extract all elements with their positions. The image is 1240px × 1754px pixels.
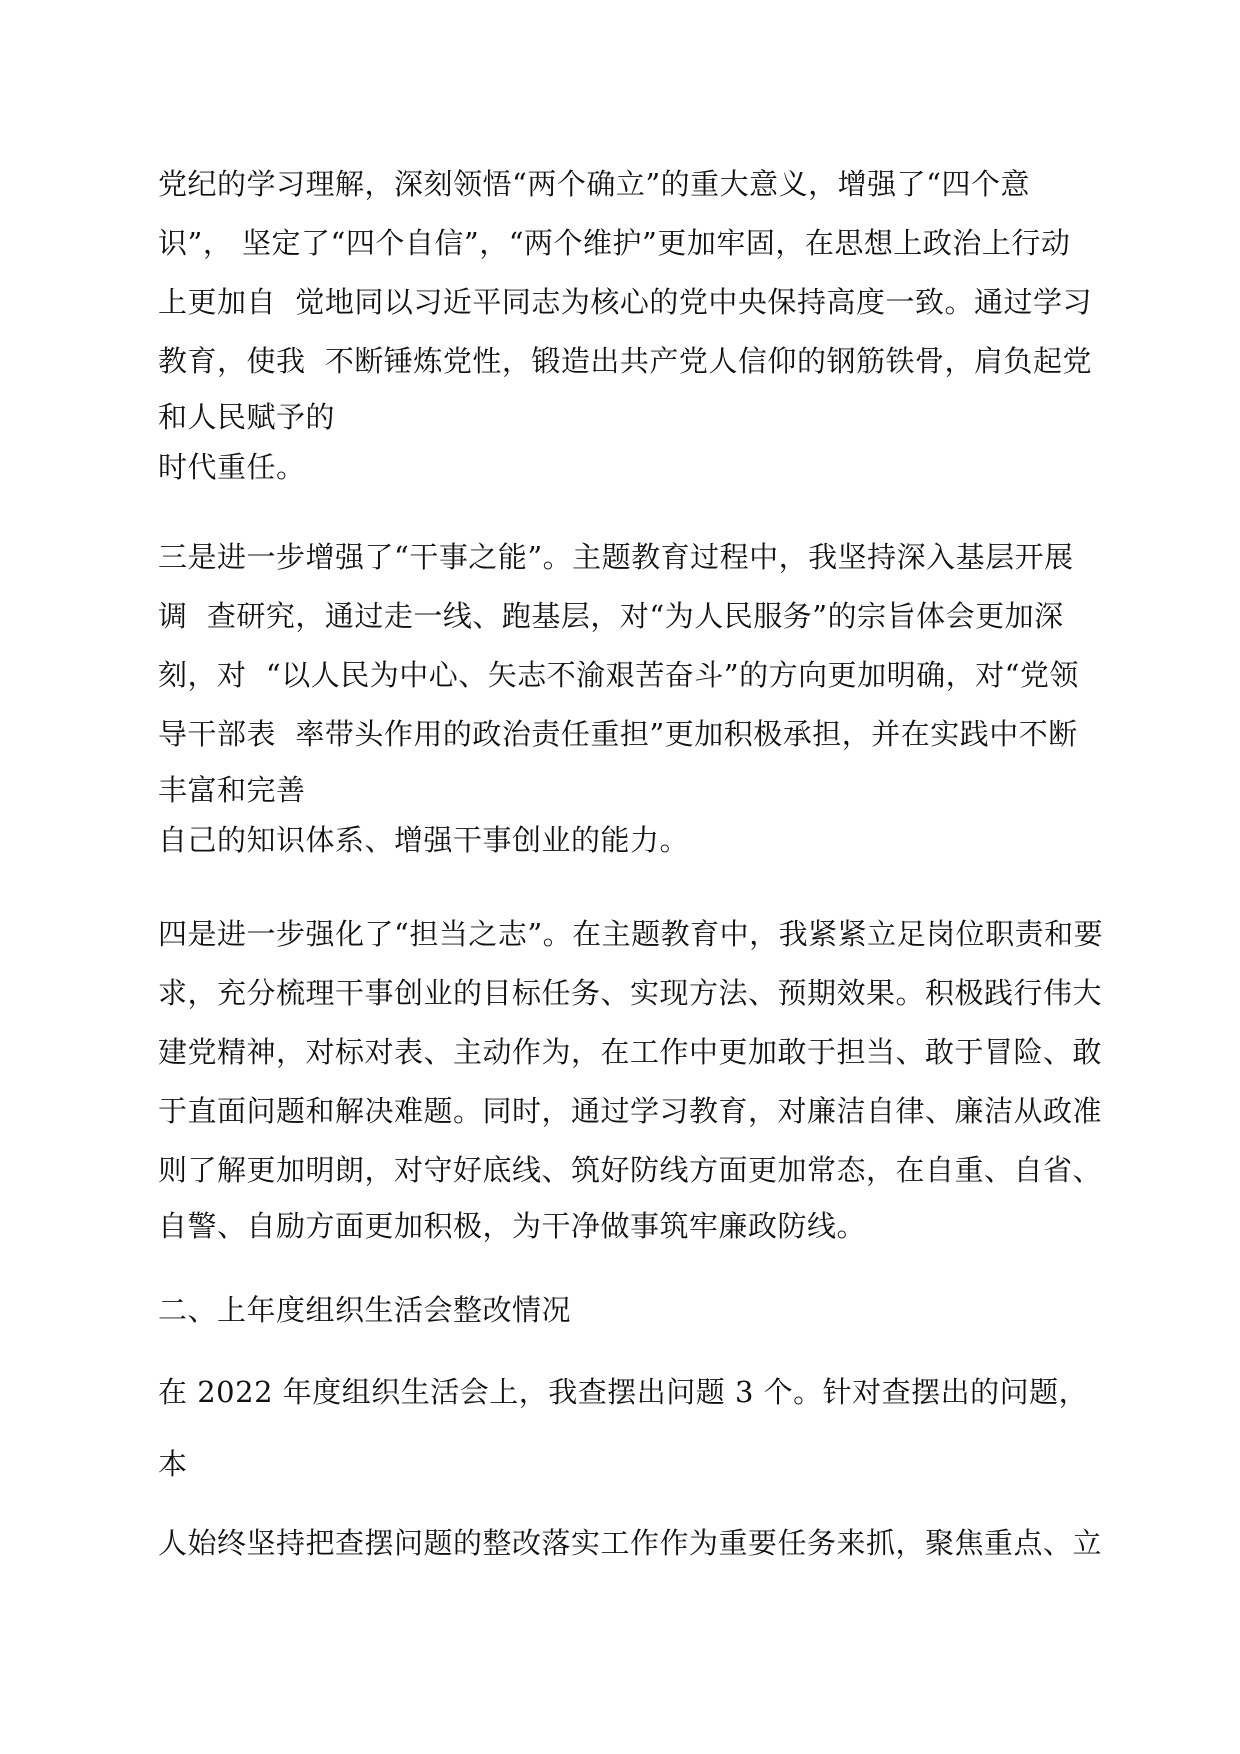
text-line: 上更加自 觉地同以习近平同志为核心的党中央保持高度一致。通过学习	[158, 285, 1092, 319]
text-line: 党纪的学习理解，深刻领悟“两个确立”的重大意义，增强了“四个意	[158, 167, 1030, 201]
text-line: 导干部表 率带头作用的政治责任重担”更加积极承担，并在实践中不断	[158, 717, 1078, 751]
text-line: 四是进一步强化了“担当之志”。在主题教育中，我紧紧立足岗位职责和要	[158, 917, 1104, 951]
text-line: 求，充分梳理干事创业的目标任务、实现方法、预期效果。积极践行伟大	[158, 976, 1103, 1010]
text-line: 自警、自励方面更加积极，为干净做事筑牢廉政防线。	[158, 1209, 867, 1243]
text-line: 于直面问题和解决难题。同时，通过学习教育，对廉洁自律、廉洁从政准	[158, 1094, 1103, 1128]
text-line: 时代重任。	[158, 450, 306, 484]
text-line: 则了解更加明朗，对守好底线、筑好防线方面更加常态，在自重、自省、	[158, 1153, 1103, 1187]
text-line: 人始终坚持把查摆问题的整改落实工作作为重要任务来抓，聚焦重点、立	[158, 1526, 1103, 1560]
text-line: 和人民赋予的	[158, 400, 336, 434]
text-line: 刻，对 “以人民为中心、矢志不渝艰苦奋斗”的方向更加明确，对“党领	[158, 658, 1079, 692]
text-line: 在 2022 年度组织生活会上，我查摆出问题 3 个。针对查摆出的问题，	[158, 1375, 1089, 1409]
text-line: 调 查研究，通过走一线、跑基层，对“为人民服务”的宗旨体会更加深	[158, 599, 1064, 633]
text-line: 教育，使我 不断锤炼党性，锻造出共产党人信仰的钢筋铁骨，肩负起党	[158, 344, 1092, 378]
text-line: 本	[158, 1447, 188, 1481]
section-heading: 二、上年度组织生活会整改情况	[158, 1293, 572, 1327]
text-line: 建党精神，对标对表、主动作为，在工作中更加敢于担当、敢于冒险、敢	[158, 1035, 1103, 1069]
text-line: 三是进一步增强了“干事之能”。主题教育过程中，我坚持深入基层开展	[158, 540, 1074, 574]
text-line: 丰富和完善	[158, 773, 306, 807]
text-line: 自己的知识体系、增强干事创业的能力。	[158, 823, 690, 857]
text-line: 识”， 坚定了“四个自信”，“两个维护”更加牢固，在思想上政治上行动	[158, 226, 1071, 260]
